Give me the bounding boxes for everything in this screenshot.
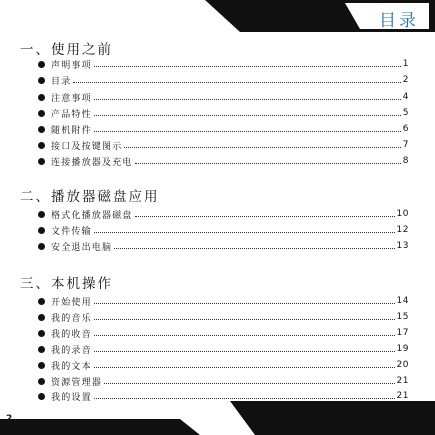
- toc-entry[interactable]: [38, 375, 409, 387]
- entry-page-number: 1: [402, 59, 409, 69]
- bullet-icon: [38, 243, 45, 250]
- entry-label: 我的收音: [51, 329, 92, 340]
- toc-entry[interactable]: [38, 155, 409, 167]
- dot-leader: [94, 397, 395, 399]
- entry-label: 产品特性: [51, 109, 92, 120]
- dot-leader: [114, 247, 394, 249]
- entry-label: 我的录音: [51, 345, 92, 356]
- entry-page-number: 12: [396, 225, 409, 235]
- bullet-icon: [38, 227, 45, 234]
- dot-leader: [94, 114, 401, 116]
- toc-entry[interactable]: [38, 123, 409, 135]
- toc-entry[interactable]: [38, 139, 409, 151]
- dot-leader: [94, 318, 395, 320]
- section-heading: 三、本机操作: [20, 276, 113, 292]
- entry-page-number: 6: [402, 124, 409, 134]
- dot-leader: [124, 146, 400, 148]
- entry-label: 格式化播放器磁盘: [51, 210, 133, 221]
- toc-entry[interactable]: [38, 359, 409, 371]
- toc-entry[interactable]: [38, 390, 409, 402]
- dot-leader: [104, 382, 395, 384]
- toc-entry[interactable]: [38, 343, 409, 355]
- entry-page-number: 10: [396, 209, 409, 219]
- dot-leader: [135, 162, 401, 164]
- entry-label: 目录: [51, 76, 72, 87]
- bullet-icon: [38, 211, 45, 218]
- dot-leader: [94, 350, 395, 352]
- entry-page-number: 8: [402, 156, 409, 166]
- entry-label: 资源管理器: [51, 377, 103, 388]
- dot-leader: [94, 65, 401, 67]
- entry-page-number: 19: [396, 344, 409, 354]
- toc-entry[interactable]: [38, 74, 409, 86]
- entry-label: 我的文本: [51, 361, 92, 372]
- toc-entry[interactable]: [38, 327, 409, 339]
- bullet-icon: [38, 94, 45, 101]
- entry-page-number: 15: [396, 312, 409, 322]
- entry-page-number: 21: [396, 391, 409, 401]
- bullet-icon: [38, 362, 45, 369]
- dot-leader: [94, 130, 401, 132]
- entry-page-number: 5: [402, 108, 409, 118]
- entry-page-number: 17: [396, 328, 409, 338]
- bullet-icon: [38, 378, 45, 385]
- bullet-icon: [38, 314, 45, 321]
- toc-entry[interactable]: [38, 240, 409, 252]
- toc-title: 目录: [379, 11, 419, 31]
- section-heading: 二、播放器磁盘应用: [20, 189, 160, 205]
- toc-entry[interactable]: [38, 58, 409, 70]
- bullet-icon: [38, 298, 45, 305]
- bullet-icon: [38, 77, 45, 84]
- section-heading: 一、使用之前: [20, 42, 113, 58]
- bullet-icon: [38, 330, 45, 337]
- toc-entry[interactable]: [38, 295, 409, 307]
- entry-label: 注意事项: [51, 93, 92, 104]
- dot-leader: [94, 334, 395, 336]
- entry-label: 声明事项: [51, 60, 92, 71]
- entry-label: 安全退出电脑: [51, 242, 113, 253]
- dot-leader: [94, 366, 395, 368]
- entry-page-number: 2: [402, 75, 409, 85]
- dot-leader: [135, 215, 395, 217]
- page-number: 2: [6, 414, 13, 424]
- entry-page-number: 21: [396, 376, 409, 386]
- entry-page-number: 20: [396, 360, 409, 370]
- entry-label: 连接播放器及充电: [51, 157, 133, 168]
- toc-entry[interactable]: [38, 311, 409, 323]
- toc-entry[interactable]: [38, 91, 409, 103]
- entry-label: 我的设置: [51, 392, 92, 403]
- toc-entry[interactable]: [38, 208, 409, 220]
- entry-label: 接口及按键图示: [51, 141, 123, 152]
- entry-label: 文件传输: [51, 226, 92, 237]
- bullet-icon: [38, 126, 45, 133]
- dot-leader: [94, 98, 401, 100]
- dot-leader: [73, 81, 400, 83]
- bullet-icon: [38, 393, 45, 400]
- header-decoration-band: [0, 0, 435, 40]
- entry-label: 我的音乐: [51, 313, 92, 324]
- entry-label: 开始使用: [51, 297, 92, 308]
- entry-page-number: 13: [396, 241, 409, 251]
- entry-page-number: 7: [402, 140, 409, 150]
- toc-entry[interactable]: [38, 107, 409, 119]
- entry-page-number: 4: [402, 92, 409, 102]
- bullet-icon: [38, 142, 45, 149]
- entry-label: 随机附件: [51, 125, 92, 136]
- bullet-icon: [38, 61, 45, 68]
- bullet-icon: [38, 346, 45, 353]
- dot-leader: [94, 231, 395, 233]
- bullet-icon: [38, 158, 45, 165]
- dot-leader: [94, 302, 395, 304]
- bullet-icon: [38, 110, 45, 117]
- toc-entry[interactable]: [38, 224, 409, 236]
- entry-page-number: 14: [396, 296, 409, 306]
